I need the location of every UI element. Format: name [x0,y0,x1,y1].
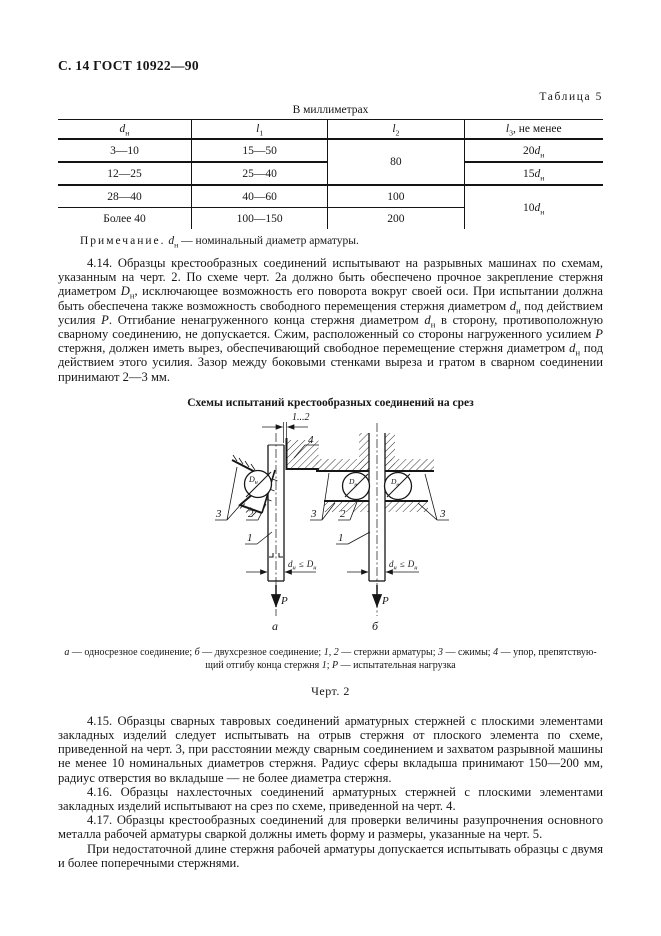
label-item-1-b: 1 [337,531,343,544]
table-cell: 28—40 [58,185,192,208]
table-cell: $10d_н$ [464,185,603,229]
paragraph-final: При недостаточной длине стержня рабочей арматуры допускается испытывать образцы с двумя и более поперечными стержнями. [58,841,603,870]
table-header-row [58,120,603,140]
table-cell: 100—150 [192,208,328,230]
table-header-l3: $l_3$, не менее [464,120,603,140]
page-header: С. 14 ГОСТ 10922—90 [58,58,199,73]
figure-container [58,409,603,644]
label-item-1-a: 1 [246,531,252,544]
table-5 [58,119,603,229]
label-Dn-b-left: $D_н$ [348,476,357,488]
paragraph-4-14: 4.14. Образцы крестообразных соединений испытывают на разрывных машинах по схемам, указанным на черт. 2. По схеме черт. 2а должно быть обеспечено прочное закрепление стержня диаметром $D_н$, исключающее возможность его поворота вокруг своей оси. При испытании должна быть обеспечена также возможность свободного перемещения стержня диаметром $d_н$ под действием усилия Р. Отгибание ненагруженного конца стержня диаметром $d_н$ в сторону, противоположную сварному соединению, не допускается. Сжим, расположенный со стороны нагруженного усилием Р стержня, должен иметь вырез, обеспечивающий свободное перемещение стержня диаметром $d_н$ под действием этого усилия. Зазор между боковыми стенками выреза и гратом в сварном соединении принимают 2—3 мм. [58,256,604,384]
label-item-3-a: 3 [215,507,221,520]
paragraph-4-16: 4.16. Образцы нахлесточных соединений арматурных стержней с плоскими элементами закладных изделий испытывают на срез по схеме, приведенной на черт. 4. [58,784,603,814]
label-load-a: Р [280,594,288,607]
table-cell: 25—40 [192,162,328,185]
stop-hatch [286,440,318,469]
table-cell: 40—60 [192,185,328,208]
label-view-a: а [271,618,278,633]
label-item-2-a: 2 [247,507,253,520]
table-row [58,139,603,162]
note-text: $d_н$ — номинальный диаметр арматуры. [168,235,359,250]
label-diameter-b: $d_н \le D_н$ [388,558,417,572]
table-body [58,139,603,229]
table-cell: $20d_н$ [464,139,603,162]
figure-number: Черт. 2 [311,683,350,698]
figure-title: Схемы испытаний крестообразных соединений на срез [187,396,474,409]
label-gap-dimension: 1...2 [291,411,309,423]
table-cell: $15d_н$ [464,162,603,185]
diagram-a [215,422,319,616]
label-item-4: 4 [307,433,313,446]
table-note [58,235,603,250]
label-load-b: Р [381,594,389,607]
table-header-l1: $l_1$ [192,120,328,140]
table-cell: 200 [328,208,464,230]
figure-diagram [166,409,496,639]
table-head [58,120,603,140]
paragraph-4-17: 4.17. Образцы крестообразных соединений для проверки величины разупрочнения основного металла рабочей арматуры сваркой должны иметь форму и размеры, указанные на черт. 5. [58,813,603,842]
paragraph-4-15: 4.15. Образцы сварных тавровых соединений арматурных стержней с плоскими элементами закладных изделий следует испытывать на отрыв стержня от плоского элемента по схеме, приведенной на черт. 3, при расстоянии между сварным соединением и захватом разрывной машины не менее 10 номинальных диаметров стержня. Радиус сферы вкладыша принимают 150—200 мм, радиус отверстия во вкладыше — не более диаметра стержня. [58,713,603,785]
label-item-2-b: 2 [339,507,345,520]
table-cell: 3—10 [58,139,192,162]
table-cell: 15—50 [192,139,328,162]
table-label: Таблица 5 [539,91,603,103]
table-cell: Более 40 [103,212,146,225]
body-paragraphs [58,714,603,870]
table-row [58,185,603,208]
table-cell: 100 [328,185,464,208]
table-units-label: В миллиметрах [292,104,369,116]
figure-caption: а — односрезное соединение; б — двухсрезное соединение; 1, 2 — стержни арматуры; 3 — сжимы; 4 — упор, препятствую- щий отгибу конца стержня 1; Р — испытательная нагрузка [64,646,597,671]
label-Dn-a: $D_н$ [248,474,258,486]
diagram-b [307,423,449,616]
table-cell: 80 [328,139,464,185]
label-diameter-a: $d_н \le D_н$ [287,558,316,572]
table-header-l2: $l_2$ [328,120,464,140]
label-item-3-b-left: 3 [310,507,316,520]
note-label: Примечание. [80,235,166,247]
table-header-dn: $d_н$ [58,120,192,140]
label-Dn-b-right: $D_н$ [390,476,399,488]
label-item-3-b-right: 3 [439,507,445,520]
label-view-b: б [371,618,378,633]
table-cell: 12—25 [58,162,192,185]
